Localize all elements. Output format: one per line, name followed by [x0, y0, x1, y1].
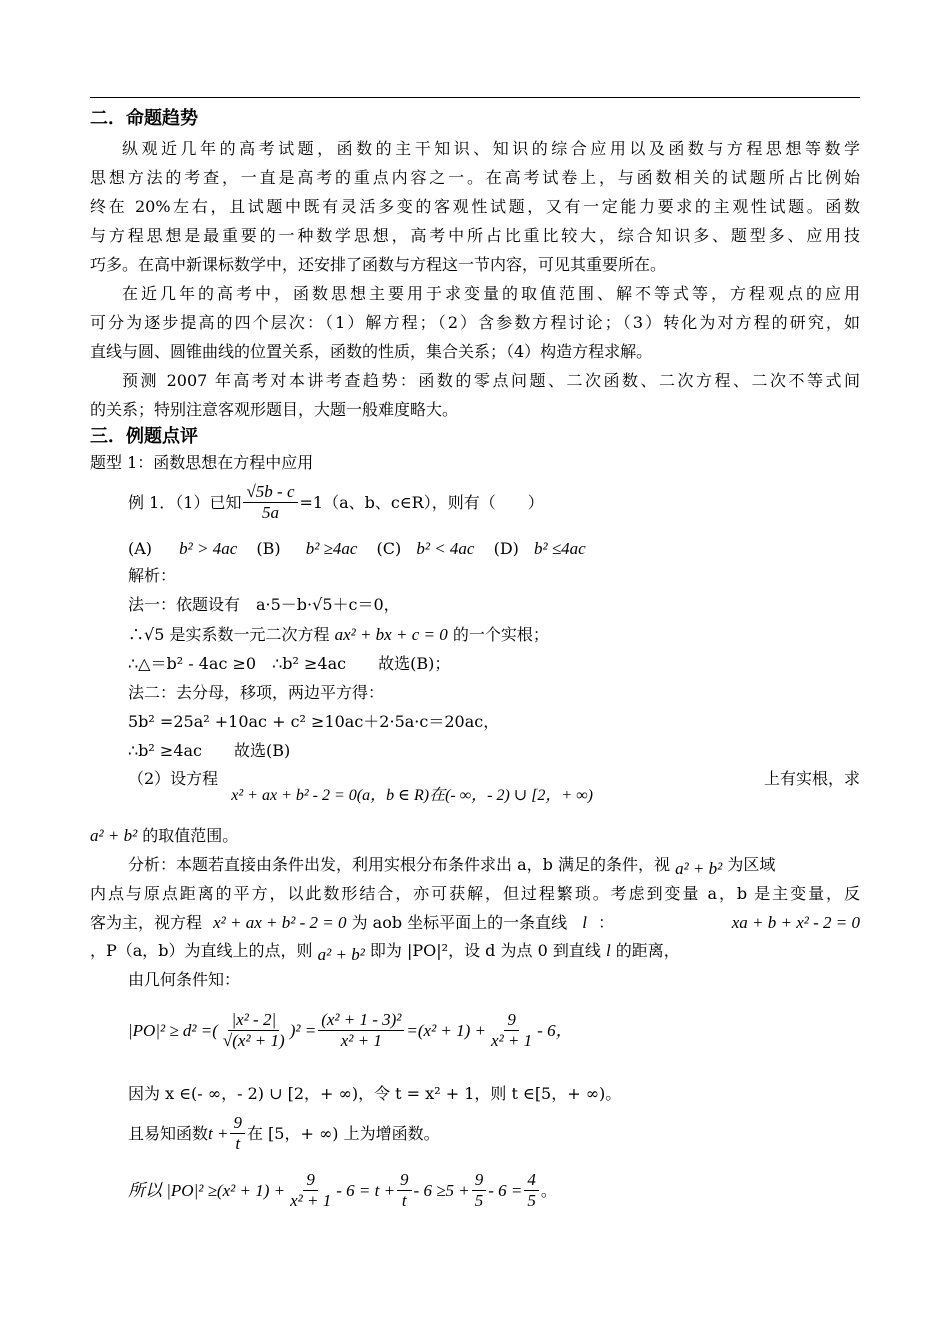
option-d-expr: b² ≤4ac	[533, 539, 586, 558]
paragraph-line: 的关系；特别注意客观形题目，大题一般难度略大。	[90, 400, 459, 419]
paragraph-line: 终在 20%左右，且试题中既有灵活多变的客观性试题，又有一定能力要求的主观性试题。函数	[90, 197, 860, 216]
quadratic-expr: ax² + bx + c = 0	[334, 625, 448, 644]
paragraph-line: 纵观近几年的高考试题，函数的主干知识、知识的综合应用以及函数与方程思想等数学	[122, 139, 860, 158]
option-c-label: (C)	[376, 539, 402, 558]
analysis-line-2: 内点与原点距离的平方，以此数形结合，亦可获解，但过程繁琐。考虑到变量 a，b 是主变量，反	[90, 884, 860, 903]
fraction-denominator: 5	[527, 1191, 536, 1210]
example-1-fraction	[243, 482, 297, 523]
line-name: l	[582, 913, 587, 932]
a2b2-expr: a² + b²	[317, 945, 365, 964]
option-b-label: (B)	[256, 539, 281, 558]
increasing-function-line	[128, 1113, 440, 1154]
header-rule	[90, 97, 860, 98]
method-1-text-a: ∴√5 是实系数一元二次方程	[128, 625, 330, 644]
part-2-statement	[128, 768, 860, 804]
method-2-line-2: 5b² =25a² +10ac + c² ≥10ac＋2·5a·c＝20ac，	[128, 712, 500, 731]
fraction-denominator: 5	[474, 1191, 484, 1210]
formula-fraction-1	[220, 1010, 288, 1051]
fraction-denominator: x² + 1	[340, 1031, 382, 1050]
fraction-numerator: (x² + 1 - 3)²	[318, 1010, 404, 1031]
paragraph-line: 巧多。在高中新课标数学中，还安排了函数与方程这一节内容，可见其重要所在。	[90, 255, 667, 274]
fraction-numerator: √5b - c	[243, 482, 297, 503]
analysis-label: 解析：	[128, 566, 177, 585]
example-1-prefix: 例 1．（1）已知	[128, 492, 242, 512]
easy-t: t +	[208, 1123, 229, 1143]
so-fraction-4	[524, 1170, 539, 1211]
so-text-a: 所以 |PO|² ≥(x² + 1) +	[128, 1180, 286, 1200]
so-text-d: - 6 =	[488, 1180, 523, 1200]
fraction-numerator: 9	[472, 1170, 487, 1191]
formula-fraction-3	[488, 1010, 535, 1051]
line-name: l	[605, 941, 611, 960]
part-2-text-a: （2）设方程	[128, 769, 219, 788]
formula-tail: - 6，	[537, 1020, 573, 1040]
method-2-line-3: ∴b² ≥4ac 故选(B)	[128, 741, 291, 760]
so-fraction-1	[287, 1170, 334, 1211]
analysis-text: 即为 |PO|²，设 d 为点 0 到直线	[369, 941, 601, 960]
easy-text-b: 在 [5，+ ∞) 上为增函数。	[246, 1123, 440, 1143]
part-2-equation: x² + ax + b² - 2 = 0(a，b ∈ R)在(- ∞，- 2) ∪ [2，+ ∞)	[231, 787, 593, 804]
fraction-numerator: 9	[397, 1170, 412, 1191]
fraction-denominator: x² + 1	[491, 1031, 533, 1050]
part-2-text-b: 上有实根，求	[763, 769, 860, 788]
paragraph-line: 与方程思想是最重要的一种数学思想，高考中所占比重比较大，综合知识多、题型多、应用技	[90, 226, 860, 245]
line-equation: xa + b + x² - 2 = 0	[731, 913, 860, 932]
formula-fraction-2	[318, 1010, 404, 1051]
fraction-numerator: 9	[303, 1170, 318, 1191]
analysis-text: 客为主，视方程	[90, 913, 203, 932]
so-text-b: - 6 = t +	[336, 1180, 396, 1200]
paragraph-line: 可分为逐步提高的四个层次：（1）解方程；（2）含参数方程讨论；（3）转化为对方程的研究，如	[90, 313, 860, 332]
formula-mid: )² =	[289, 1020, 317, 1040]
paragraph-line: 预测 2007 年高考对本讲考查趋势：函数的零点问题、二次函数、二次方程、二次不等式间	[122, 371, 860, 390]
analysis-line-3: 客为主，视方程 x² + ax + b² - 2 = 0 为 aob 坐标平面上的一条直线 l ： xa + b + x² - 2 = 0	[90, 913, 860, 932]
answer-options	[128, 538, 586, 560]
fraction-denominator: t	[401, 1191, 407, 1210]
option-d-label: (D)	[493, 539, 519, 558]
option-b-expr: b² ≥4ac	[305, 539, 358, 558]
analysis-line-4	[90, 940, 680, 962]
section-heading-examples: 三．例题点评	[90, 426, 198, 447]
paragraph-line: 在近几年的高考中，函数思想主要用于求变量的取值范围、解不等式等，方程观点的应用	[122, 284, 860, 303]
analysis-text: 分析：本题若直接由条件出发，利用实根分布条件求出 a，b 满足的条件，视	[128, 855, 670, 874]
fraction-numerator: 9	[230, 1113, 245, 1134]
geometry-label: 由几何条件知：	[128, 970, 241, 989]
so-text-e: 。	[540, 1180, 557, 1200]
a2b2-expr: a² + b²	[675, 859, 723, 878]
part-2-line-2	[90, 825, 238, 847]
method-2-line: 法二：去分母，移项，两边平方得：	[128, 683, 385, 702]
analysis-text: 为 aob 坐标平面上的一条直线	[351, 913, 568, 932]
question-type-label: 题型 1：函数思想在方程中应用	[90, 453, 314, 472]
because-line: 因为 x ∈(- ∞，- 2) ∪ [2，+ ∞)，令 t = x² + 1，则 t ∈[5，+ ∞)。	[128, 1084, 622, 1103]
so-fraction-3	[472, 1170, 487, 1211]
analysis-text: 为区域	[727, 855, 776, 874]
option-a-label: (A)	[128, 539, 153, 558]
option-a-expr: b² > 4ac	[179, 539, 238, 558]
fenxi-equation: x² + ax + b² - 2 = 0	[213, 913, 347, 932]
fraction-denominator: 5a	[261, 503, 279, 522]
part-2-range-text: 的取值范围。	[142, 826, 239, 845]
paragraph-line: 思想方法的考查，一直是高考的重点内容之一。在高考试卷上，与函数相关的试题所占比例始	[90, 168, 860, 187]
paragraph-line: 直线与圆、圆锥曲线的位置关系，函数的性质，集合关系；（4）构造方程求解。	[90, 342, 653, 361]
example-1-suffix: =1（a、b、c∈R），则有（ ）	[299, 492, 544, 512]
section-heading-trend: 二．命题趋势	[90, 108, 198, 129]
fraction-numerator: 4	[524, 1170, 539, 1191]
fraction-denominator: x² + 1	[290, 1191, 332, 1210]
fraction-numerator: 9	[504, 1010, 519, 1031]
method-1-text-b: 的一个实根；	[452, 625, 549, 644]
conclusion-line	[128, 1170, 557, 1211]
analysis-line-1	[128, 854, 860, 876]
easy-fraction	[230, 1113, 245, 1154]
formula-eq: =(x² + 1) +	[406, 1020, 487, 1040]
formula-lhs: |PO|² ≥ d² =(	[128, 1020, 218, 1040]
so-text-c: - 6 ≥5 +	[413, 1180, 470, 1200]
method-1-line-3: ∴△＝b² - 4ac ≥0 ∴b² ≥4ac 故选(B)；	[128, 654, 451, 673]
distance-formula	[128, 1010, 573, 1051]
method-1-line-2	[128, 624, 549, 646]
option-c-expr: b² < 4ac	[416, 539, 475, 558]
fraction-denominator: √(x² + 1)	[222, 1031, 285, 1050]
example-1-statement	[128, 482, 544, 523]
so-fraction-2	[397, 1170, 412, 1211]
fraction-numerator: |x² - 2|	[228, 1010, 279, 1031]
analysis-text: 的距离，	[615, 941, 680, 960]
fraction-denominator: t	[235, 1134, 241, 1153]
easy-text-a: 且易知函数	[128, 1123, 209, 1143]
analysis-text: ，P（a，b）为直线上的点，则	[90, 941, 313, 960]
a2b2-expr: a² + b²	[90, 826, 138, 845]
method-1-line: 法一：依题设有 a·5－b·√5＋c＝0，	[128, 595, 400, 614]
